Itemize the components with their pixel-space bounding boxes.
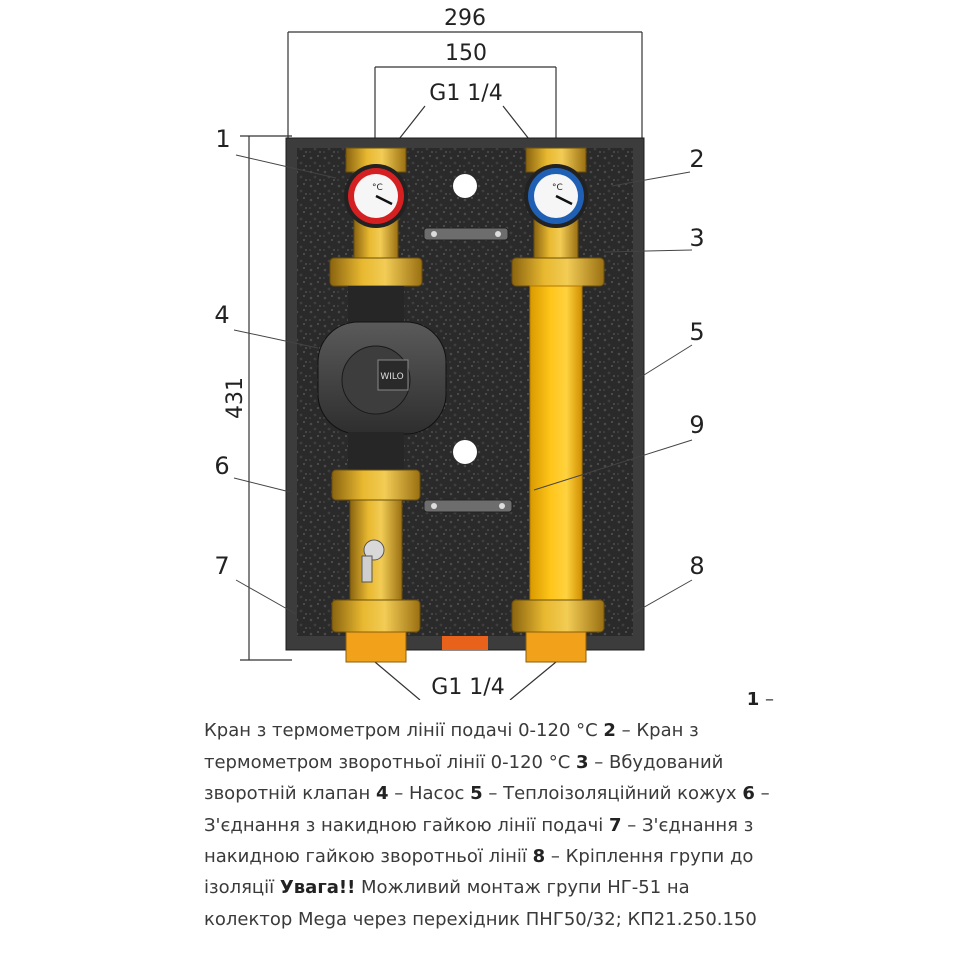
return-thermometer: [524, 164, 588, 228]
mounting-bracket-top: [424, 228, 508, 240]
legend-text-2: – Кран з термометром зворотньої лінії 0-120 °C: [204, 720, 699, 773]
callout-3: 3: [689, 224, 705, 252]
legend-caption: 1 – Кран з термометром лінії подачі 0-120 °C 2 – Кран з термометром зворотньої лінії 0-120 °C 3 – Вбудований зворотній клапан 4 – Насос 5 – Теплоізоляційний кожух 6 – З'єднання з накидною гайкою лінії подачі 7 – З'єднання з накидною гайкою зворотньої лінії 8 – Кріплення групи до ізоляції Увага!! Можливий монтаж групи НГ-51 на колектор Mega через перехідник ПНГ50/32; КП21.250.150: [204, 689, 774, 930]
mounting-bracket-bottom: [424, 500, 512, 512]
total-width-dimension: 296: [444, 6, 486, 31]
legend-num-5: 5: [470, 783, 483, 805]
warning-text: Можливий монтаж групи НГ-51 на колектор Mega через перехідник ПНГ50/32; КП21.250.150: [204, 877, 757, 930]
legend-text-6: – З'єднання з накидною гайкою лінії подачі: [204, 783, 770, 836]
circulation-pump: [318, 322, 446, 434]
legend-num-2: 2: [603, 720, 616, 742]
legend-num-6: 6: [742, 783, 755, 805]
legend-num-7: 7: [609, 814, 622, 836]
supply-thermometer-unit: °C: [372, 183, 383, 193]
legend-text-3: – Вбудований зворотній клапан: [204, 751, 724, 805]
legend-num-1: 1: [746, 689, 760, 710]
center-distance-dimension: 150: [445, 41, 487, 66]
legend-text-4: – Насос: [388, 783, 471, 805]
warning-label: Увага!!: [279, 877, 356, 899]
supply-thermometer: [344, 164, 408, 228]
callout-5: 5: [689, 318, 705, 346]
callout-6: 6: [214, 452, 230, 480]
callout-7: 7: [214, 552, 230, 580]
pump-brand-label: WILO: [380, 372, 404, 382]
callout-2: 2: [689, 145, 705, 173]
legend-text-7: – З'єднання з накидною гайкою зворотньої лінії: [204, 814, 754, 868]
legend-text-1: Кран з термометром лінії подачі 0-120 °C: [204, 720, 604, 742]
legend-num-4: 4: [376, 783, 389, 805]
return-thermometer-unit: °C: [552, 183, 563, 193]
height-dimension: 431: [223, 377, 248, 419]
top-connection-label: G1 1/4: [429, 81, 503, 106]
callout-4: 4: [214, 301, 230, 329]
legend-num-3: 3: [576, 751, 589, 773]
legend-text-5: – Теплоізоляційний кожух: [482, 783, 743, 805]
callout-8: 8: [689, 552, 705, 580]
legend-text-8: – Кріплення групи до ізоляції: [204, 846, 754, 899]
bottom-connection-label: G1 1/4: [431, 675, 505, 700]
supply-ball-valve: [350, 500, 402, 600]
legend-num-8: 8: [532, 846, 546, 868]
callout-1: 1: [215, 125, 231, 153]
drain-fitting: [442, 636, 488, 650]
callout-9: 9: [689, 411, 705, 439]
